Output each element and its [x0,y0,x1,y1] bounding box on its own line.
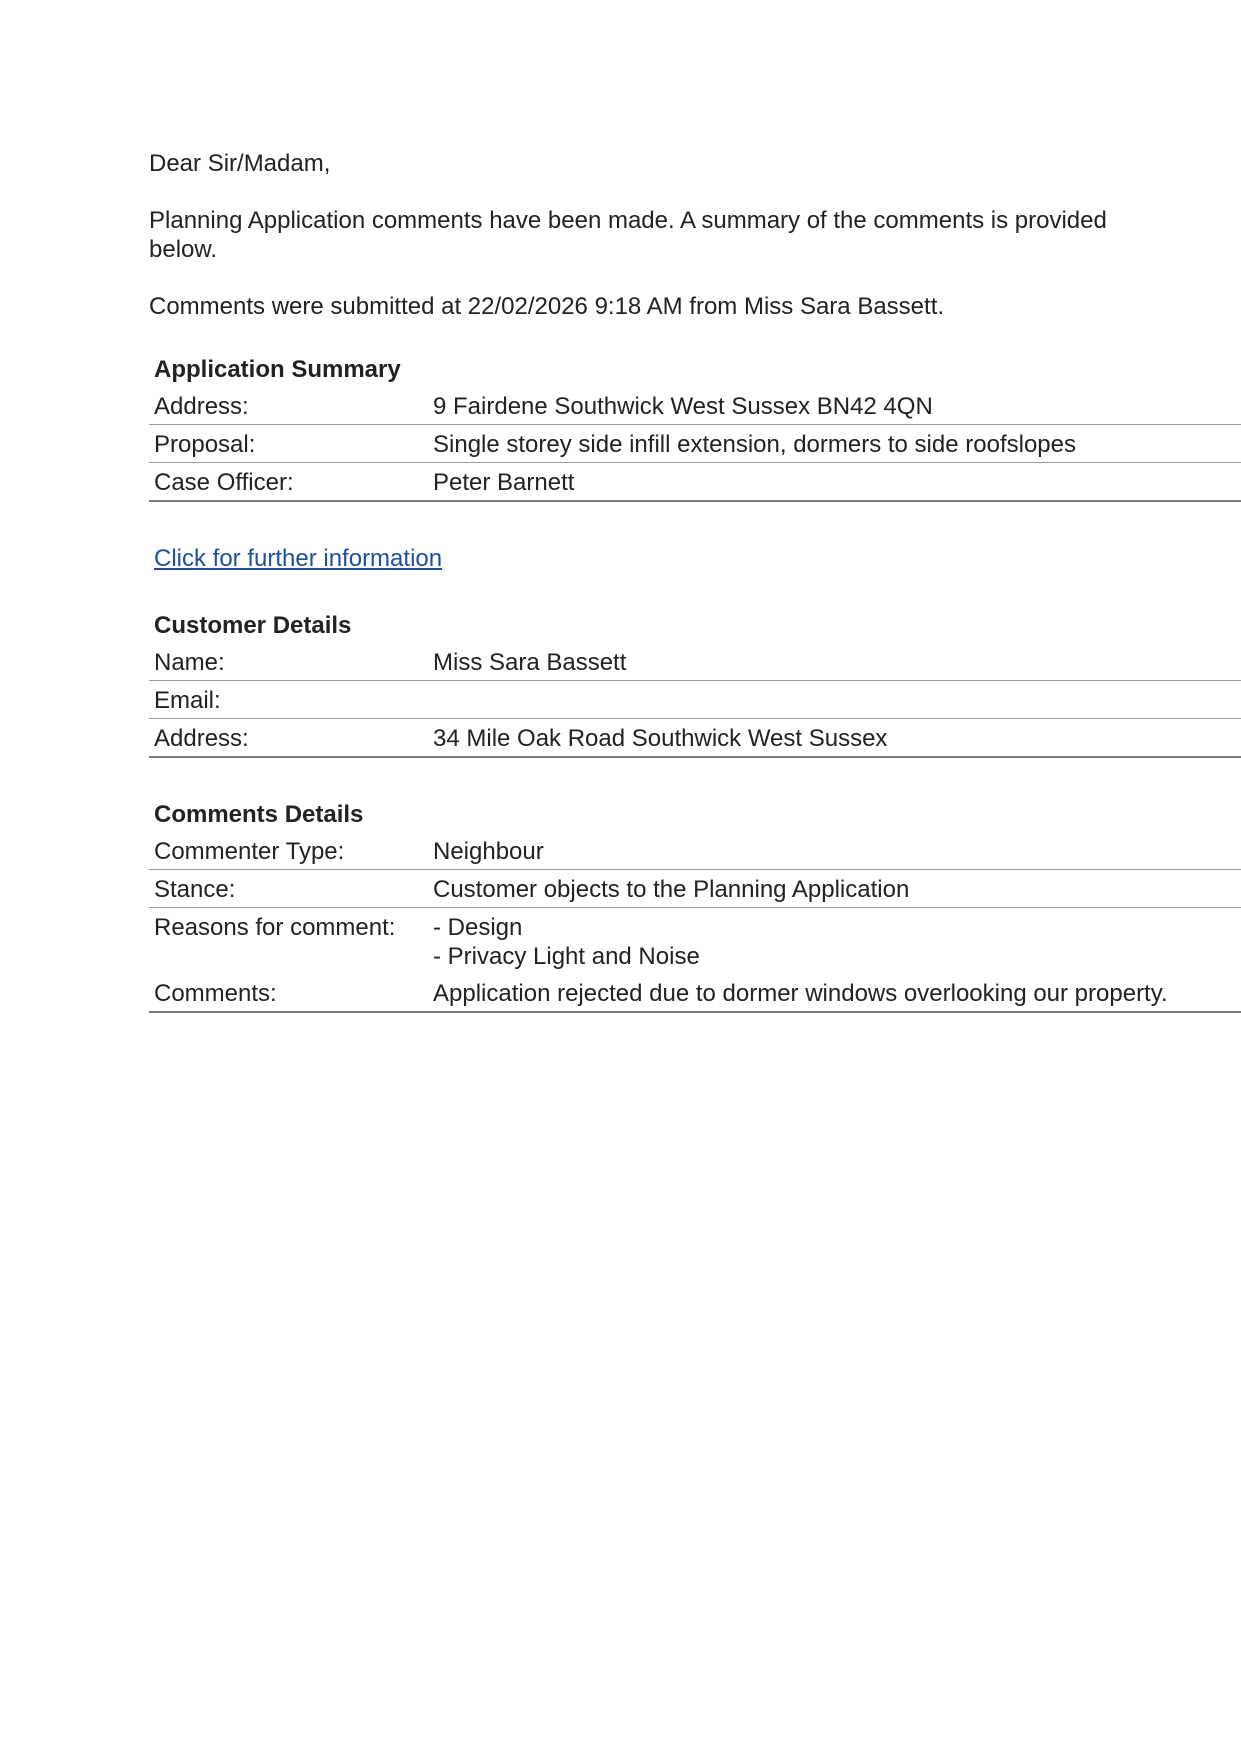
customer-details-section [149,611,1241,758]
table-row [149,643,1241,681]
customer-address-label: Address: [149,719,428,758]
table-row [149,387,1241,425]
address-label: Address: [149,387,428,425]
stance-value: Customer objects to the Planning Application [428,870,1241,908]
reason-item: - Privacy Light and Noise [433,943,700,970]
proposal-value: Single storey side infill extension, dormers to side roofslopes [428,425,1241,463]
name-value: Miss Sara Bassett [428,643,1241,681]
email-value [428,681,1241,719]
further-information-link[interactable]: Click for further information [154,545,443,572]
commenter-type-label: Commenter Type: [149,832,428,870]
case-officer-value: Peter Barnett [428,463,1241,502]
table-row [149,908,1241,975]
table-row [149,681,1241,719]
application-summary-table [149,387,1241,502]
table-row [149,719,1241,758]
application-summary-title: Application Summary [154,356,401,383]
comments-value: Application rejected due to dormer windows overlooking our property. [428,974,1241,1012]
application-summary-section [149,355,1241,502]
submission-info: Comments were submitted at 22/02/2026 9:18 AM from Miss Sara Bassett. [149,293,945,320]
customer-address-value: 34 Mile Oak Road Southwick West Sussex [428,719,1241,758]
customer-details-table [149,643,1241,758]
comments-details-section [149,800,1241,1013]
table-row [149,870,1241,908]
table-row [149,974,1241,1012]
table-row [149,463,1241,502]
comments-details-title: Comments Details [154,801,364,828]
table-row [149,425,1241,463]
name-label: Name: [149,643,428,681]
further-info-row [154,544,442,573]
email-label: Email: [149,681,428,719]
stance-label: Stance: [149,870,428,908]
intro-paragraph: Planning Application comments have been made. A summary of the comments is provided below. [149,207,1107,263]
comments-details-table [149,832,1241,1013]
case-officer-label: Case Officer: [149,463,428,502]
customer-details-title: Customer Details [154,612,352,639]
reasons-value [428,908,1241,975]
proposal-label: Proposal: [149,425,428,463]
comments-label: Comments: [149,974,428,1012]
commenter-type-value: Neighbour [428,832,1241,870]
greeting: Dear Sir/Madam, [149,150,331,177]
address-value: 9 Fairdene Southwick West Sussex BN42 4QN [428,387,1241,425]
reason-item: - Design [433,914,523,941]
reasons-label: Reasons for comment: [154,914,396,941]
table-row [149,832,1241,870]
